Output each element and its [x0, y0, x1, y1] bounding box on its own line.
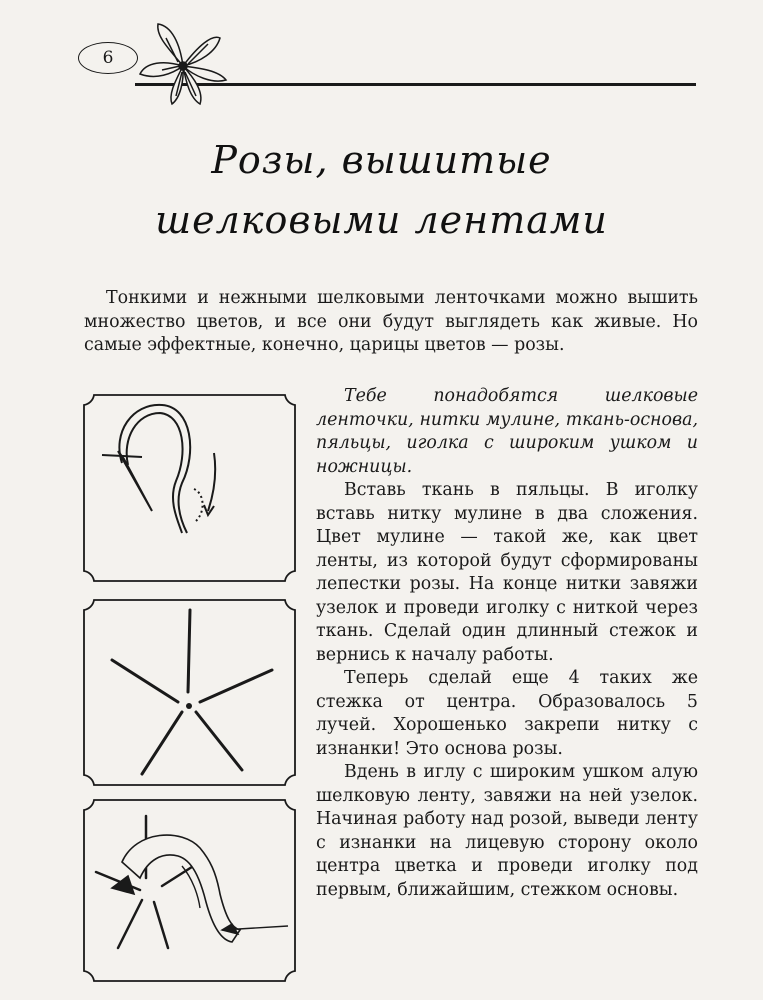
step-1-paragraph: Вставь ткань в пяльцы. В иголку вставь нитку мулине в два сложения. Цвет мулине — такой же, как цвет ленты, из которой будут сформированы лепестки розы. На конце нитки завяжи узелок и проведи иголку с ниткой через ткань. Сделай один длинный стежок и вернись к началу работы.	[316, 480, 698, 665]
instruction-text-column	[316, 385, 698, 902]
bow-ornament-icon	[128, 18, 238, 108]
page-title-line-1: Розы, вышитые	[211, 138, 552, 182]
page-title-line-2: шелковыми лентами	[155, 198, 608, 242]
illustration-ribbon-weaving	[82, 798, 297, 983]
materials-paragraph: Тебе понадобятся шелковые ленточки, нитки мулине, ткань-основа, пяльцы, иголка с широким ушком и ножницы.	[316, 386, 698, 477]
illustration-five-rays	[82, 598, 297, 787]
step-3-paragraph: Вдень в иглу с широким ушком алую шелковую ленту, завяжи на ней узелок. Начиная работу над розой, выведи ленту с изнанки на лицевую сторону около центра цветка и проведи иголку под первым, ближайшим, стежком основы.	[316, 762, 698, 900]
page-number: 6	[78, 42, 138, 74]
intro-paragraph: Тонкими и нежными шелковыми ленточками можно вышить множество цветов, и все они будут выглядеть как живые. Но самые эффектные, конечно, царицы цветов — розы.	[84, 288, 698, 355]
step-2-paragraph: Теперь сделай еще 4 таких же стежка от центра. Образовалось 5 лучей. Хорошенько закрепи нитку с изнанки! Это основа розы.	[316, 668, 698, 759]
illustration-needle-thread	[82, 393, 297, 583]
